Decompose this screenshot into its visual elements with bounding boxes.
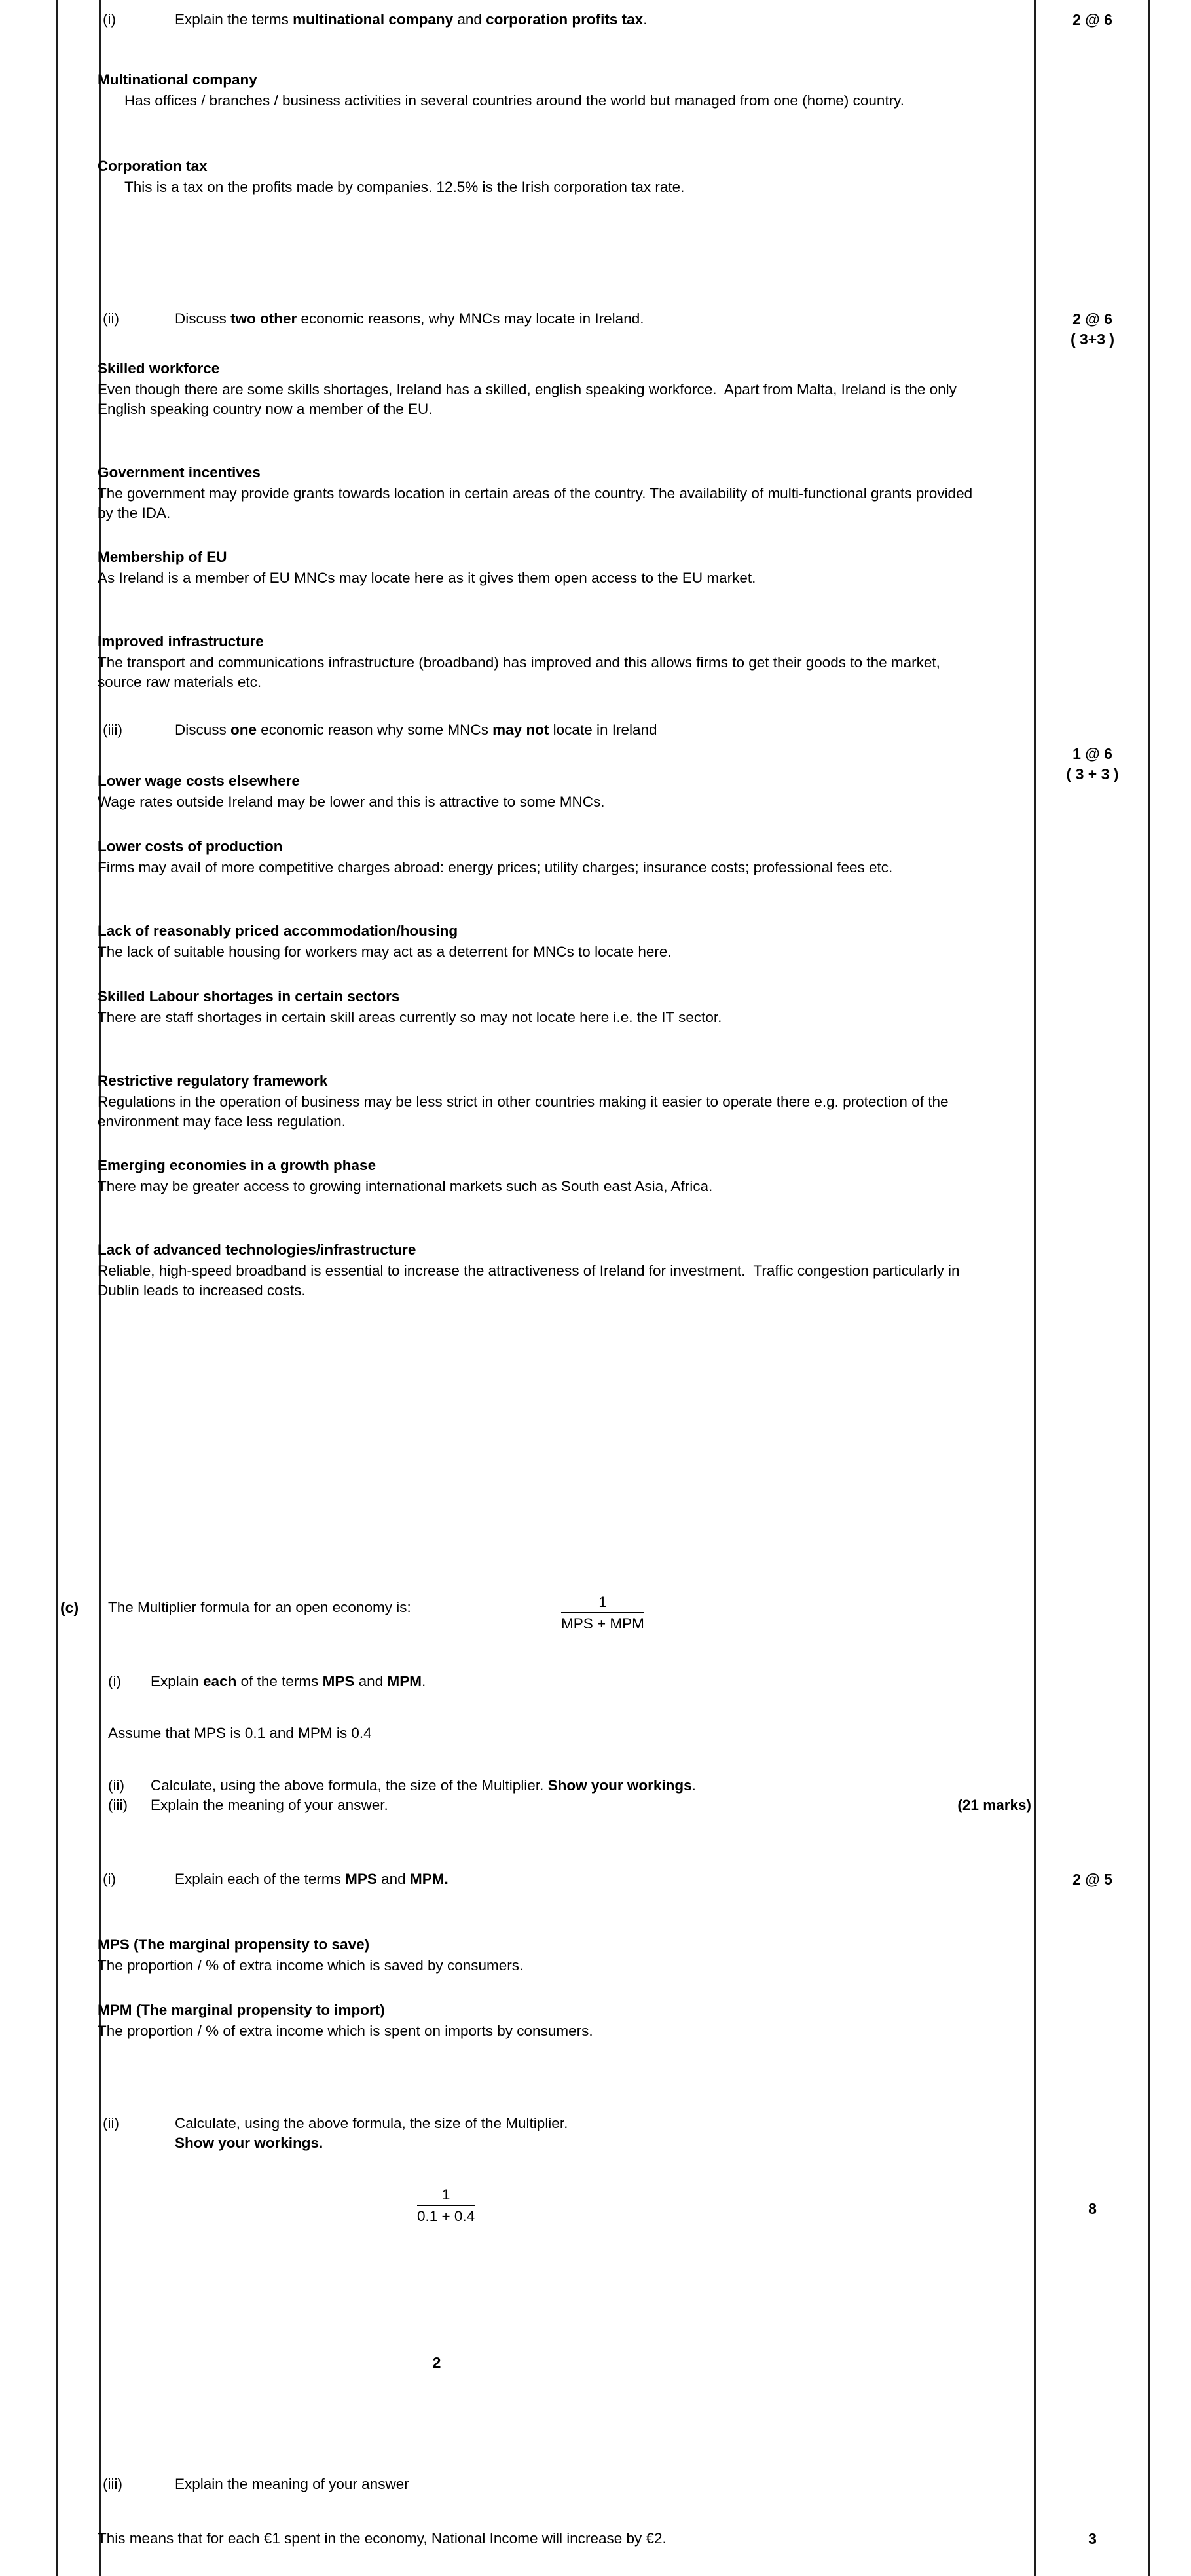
- multiplier-working: [417, 2186, 475, 2226]
- marks-b-ii-line2: ( 3+3 ): [1070, 331, 1115, 348]
- answer-c-ii-show-workings: Show your workings.: [175, 2135, 323, 2151]
- answer-c-i-question: [103, 1869, 1019, 1889]
- answer-body-mps: The proportion / % of extra income which is saved by consumers.: [98, 1957, 524, 1974]
- formula-numerator: 1: [561, 1593, 644, 1613]
- answer-heading-membership-of-eu: Membership of EU: [98, 549, 227, 565]
- question-c-i-numeral: (i): [108, 1673, 121, 1689]
- answer-body-skilled-workforce: Even though there are some skills shortages, Ireland has a skilled, english speaking workforce. Apart from Malta, Ireland is the only English speaking country now a member of the EU.: [98, 381, 961, 417]
- answer-c-i-question-text: Explain each of the terms MPS and MPM.: [175, 1871, 449, 1887]
- marks-c-ii: 8: [1088, 2200, 1097, 2217]
- answer-c-ii-question: [103, 2114, 1019, 2133]
- question-c-i: [108, 1672, 894, 1691]
- answer-heading-multinational-company: Multinational company: [98, 71, 257, 88]
- marks-b-ii-line1: 2 @ 6: [1072, 310, 1112, 327]
- answer-heading-emerging-economies: Emerging economies in a growth phase: [98, 1157, 376, 1173]
- question-c-i-text: Explain each of the terms MPS and MPM.: [151, 1673, 426, 1689]
- answer-heading-mps: MPS (The marginal propensity to save): [98, 1936, 370, 1953]
- part-c-assumption: Assume that MPS is 0.1 and MPM is 0.4: [108, 1725, 372, 1741]
- answer-body-corporation-tax: This is a tax on the profits made by companies. 12.5% is the Irish corporation tax rate.: [124, 179, 685, 195]
- answer-heading-lack-of-advanced-technologies: Lack of advanced technologies/infrastructure: [98, 1242, 416, 1258]
- part-c-label: (c): [60, 1599, 79, 1616]
- answer-heading-lower-wage-costs: Lower wage costs elsewhere: [98, 773, 300, 789]
- answer-body-lack-of-advanced-technologies: Reliable, high-speed broadband is essential to increase the attractiveness of Ireland for investment. Traffic congestion particularly in Dublin leads to increased costs.: [98, 1262, 964, 1298]
- question-b-ii: [103, 309, 1019, 329]
- part-c-intro: The Multiplier formula for an open economy is:: [108, 1599, 411, 1615]
- question-b-ii-text: Discuss two other economic reasons, why MNCs may locate in Ireland.: [175, 310, 644, 327]
- answer-heading-skilled-workforce: Skilled workforce: [98, 360, 220, 377]
- marks-column: [1038, 0, 1147, 2576]
- question-b-i-text: Explain the terms multinational company and corporation profits tax.: [175, 11, 648, 28]
- answer-body-government-incentives: The government may provide grants towards location in certain areas of the country. The availability of multi-functional grants provided by the IDA.: [98, 485, 977, 521]
- question-b-iii-numeral: (iii): [103, 722, 122, 738]
- answer-body-improved-infrastructure: The transport and communications infrastructure (broadband) has improved and this allows firms to get their goods to the market, source raw materials etc.: [98, 654, 945, 690]
- question-c-iii-numeral: (iii): [108, 1797, 128, 1813]
- working-numerator: 1: [417, 2186, 475, 2206]
- answer-heading-restrictive-regulatory-framework: Restrictive regulatory framework: [98, 1073, 328, 1089]
- answer-body-membership-of-eu: As Ireland is a member of EU MNCs may locate here as it gives them open access to the EU market.: [98, 570, 756, 586]
- marks-c-i: 2 @ 5: [1072, 1871, 1112, 1888]
- question-b-ii-numeral: (ii): [103, 310, 119, 327]
- multiplier-formula: [561, 1593, 644, 1633]
- answer-c-ii-numeral: (ii): [103, 2115, 119, 2131]
- answer-heading-improved-infrastructure: Improved infrastructure: [98, 633, 264, 650]
- marks-b-iii-line2: ( 3 + 3 ): [1066, 765, 1119, 782]
- answer-body-column: [98, 0, 1031, 2576]
- question-b-i: [103, 10, 1019, 29]
- answer-body-skilled-labour-shortages: There are staff shortages in certain skill areas currently so may not locate here i.e. the IT sector.: [98, 1009, 722, 1025]
- answer-body-restrictive-regulatory-framework: Regulations in the operation of business may be less strict in other countries making it easier to operate there e.g. protection of the environment may face less regulation.: [98, 1094, 953, 1130]
- answer-c-iii-question: [103, 2475, 1019, 2494]
- formula-denominator: MPS + MPM: [561, 1615, 644, 1632]
- answer-c-iii-body: This means that for each €1 spent in the economy, National Income will increase by €2.: [98, 2530, 667, 2547]
- answer-body-lower-wage-costs: Wage rates outside Ireland may be lower and this is attractive to some MNCs.: [98, 794, 605, 810]
- answer-body-mpm: The proportion / % of extra income which is spent on imports by consumers.: [98, 2023, 593, 2039]
- total-marks-label: (21 marks): [957, 1797, 1031, 1813]
- marks-c-iii: 3: [1088, 2530, 1097, 2547]
- table-border-marks-column: [1034, 0, 1036, 2576]
- question-label-column: [60, 0, 98, 2576]
- multiplier-result: 2: [432, 2354, 441, 2371]
- answer-heading-lack-of-accommodation: Lack of reasonably priced accommodation/housing: [98, 923, 458, 939]
- marks-b-iii-line1: 1 @ 6: [1072, 745, 1112, 762]
- answer-heading-lower-costs-of-production: Lower costs of production: [98, 838, 283, 855]
- answer-body-emerging-economies: There may be greater access to growing international markets such as South east Asia, Africa.: [98, 1178, 713, 1194]
- answer-body-lack-of-accommodation: The lack of suitable housing for workers may act as a deterrent for MNCs to locate here.: [98, 944, 672, 960]
- question-b-i-numeral: (i): [103, 11, 116, 28]
- answer-heading-government-incentives: Government incentives: [98, 464, 261, 481]
- question-b-iii-text: Discuss one economic reason why some MNCs may not locate in Ireland: [175, 722, 657, 738]
- answer-c-i-numeral: (i): [103, 1871, 116, 1887]
- question-c-ii: [108, 1776, 1025, 1795]
- answer-body-multinational-company: Has offices / branches / business activities in several countries around the world but managed from one (home) country.: [124, 92, 905, 109]
- answer-body-lower-costs-of-production: Firms may avail of more competitive charges abroad: energy prices; utility charges; insurance costs; professional fees etc.: [98, 859, 893, 875]
- question-c-ii-numeral: (ii): [108, 1777, 124, 1794]
- question-c-ii-text: Calculate, using the above formula, the size of the Multiplier. Show your workings.: [151, 1777, 696, 1794]
- answer-c-ii-question-text: Calculate, using the above formula, the size of the Multiplier.: [175, 2115, 568, 2131]
- table-border-left: [56, 0, 58, 2576]
- question-c-iii-text: Explain the meaning of your answer.: [151, 1797, 388, 1813]
- working-denominator: 0.1 + 0.4: [417, 2208, 475, 2224]
- answer-heading-skilled-labour-shortages: Skilled Labour shortages in certain sectors: [98, 988, 400, 1004]
- marks-b-i: 2 @ 6: [1072, 11, 1112, 28]
- question-b-iii: [103, 720, 1019, 740]
- answer-c-iii-question-text: Explain the meaning of your answer: [175, 2476, 409, 2492]
- answer-heading-corporation-tax: Corporation tax: [98, 158, 208, 174]
- table-border-right: [1148, 0, 1150, 2576]
- answer-heading-mpm: MPM (The marginal propensity to import): [98, 2002, 385, 2018]
- answer-c-iii-numeral: (iii): [103, 2476, 122, 2492]
